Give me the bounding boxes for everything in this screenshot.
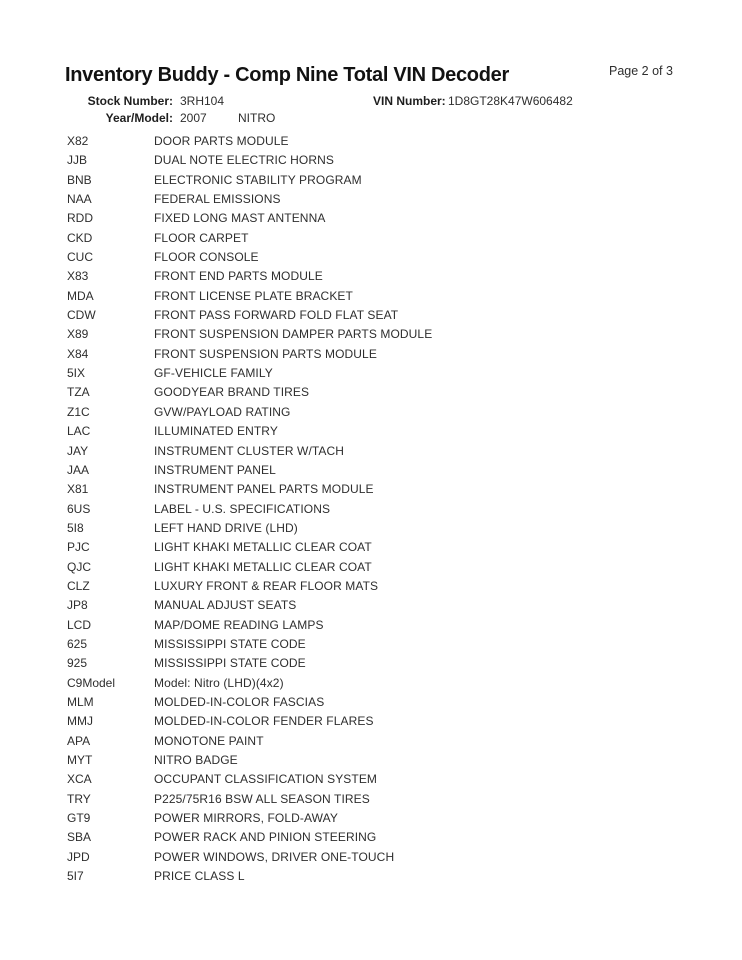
option-description: FLOOR CARPET — [154, 230, 249, 245]
page-number-indicator: Page 2 of 3 — [609, 64, 673, 78]
option-code: MLM — [67, 694, 94, 709]
option-row — [0, 461, 742, 480]
option-code: CUC — [67, 250, 93, 265]
option-code: 5I7 — [67, 869, 84, 884]
option-code: 925 — [67, 656, 88, 671]
option-description: LIGHT KHAKI METALLIC CLEAR COAT — [154, 559, 372, 574]
option-code: QJC — [67, 559, 91, 574]
option-code: JAA — [67, 462, 90, 477]
option-description: MAP/DOME READING LAMPS — [154, 617, 324, 632]
option-code: GT9 — [67, 811, 91, 826]
option-row — [0, 345, 742, 364]
option-row — [0, 867, 742, 886]
option-code: CLZ — [67, 578, 90, 593]
option-row — [0, 693, 742, 712]
option-code: JPD — [67, 849, 90, 864]
option-code: BNB — [67, 172, 92, 187]
option-row — [0, 190, 742, 209]
option-code: MDA — [67, 288, 94, 303]
option-description: MANUAL ADJUST SEATS — [154, 598, 297, 613]
option-description: GOODYEAR BRAND TIRES — [154, 385, 310, 400]
option-row — [0, 325, 742, 344]
option-description: Model: Nitro (LHD)(4x2) — [154, 675, 284, 690]
meta-row-year-model — [0, 111, 742, 127]
vin-number-label: VIN Number: — [373, 94, 446, 108]
option-row — [0, 616, 742, 635]
option-code: NAA — [67, 192, 92, 207]
option-row — [0, 674, 742, 693]
option-row — [0, 229, 742, 248]
option-description: FRONT LICENSE PLATE BRACKET — [154, 288, 353, 303]
option-code: MYT — [67, 753, 93, 767]
option-row — [0, 403, 742, 422]
option-row — [0, 267, 742, 286]
option-row — [0, 132, 742, 151]
option-row — [0, 558, 742, 577]
option-description: OCCUPANT CLASSIFICATION SYSTEM — [154, 772, 378, 787]
option-code: TRY — [67, 791, 91, 806]
option-description: INSTRUMENT CLUSTER W/TACH — [154, 443, 345, 458]
option-description: POWER RACK AND PINION STEERING — [154, 830, 377, 845]
option-code: C9Model — [67, 675, 116, 690]
option-description: LABEL - U.S. SPECIFICATIONS — [154, 501, 331, 516]
option-row — [0, 500, 742, 519]
model-value: NITRO — [238, 111, 276, 125]
option-code: X89 — [67, 327, 89, 342]
option-row — [0, 751, 742, 770]
option-code-list — [0, 132, 742, 886]
option-code: 5IX — [67, 366, 86, 381]
option-description: GF-VEHICLE FAMILY — [154, 366, 273, 381]
option-description: FEDERAL EMISSIONS — [154, 192, 281, 207]
option-description: ELECTRONIC STABILITY PROGRAM — [154, 172, 362, 187]
option-description: FIXED LONG MAST ANTENNA — [154, 211, 326, 226]
option-row — [0, 383, 742, 402]
option-code: CDW — [67, 308, 96, 323]
option-code: PJC — [67, 540, 90, 555]
option-code: JAY — [67, 443, 89, 458]
option-code: CKD — [67, 230, 93, 245]
option-description: NITRO BADGE — [154, 753, 238, 767]
option-description: DUAL NOTE ELECTRIC HORNS — [154, 153, 334, 168]
option-row — [0, 248, 742, 267]
option-row — [0, 828, 742, 847]
option-description: MISSISSIPPI STATE CODE — [154, 636, 306, 651]
option-row — [0, 442, 742, 461]
meta-row-stock-vin — [0, 94, 742, 110]
option-code: APA — [67, 733, 91, 748]
option-description: MOLDED-IN-COLOR FENDER FLARES — [154, 714, 374, 729]
option-code: 5I8 — [67, 520, 84, 535]
option-code: LAC — [67, 424, 91, 439]
year-model-label: Year/Model: — [105, 111, 173, 125]
option-row — [0, 151, 742, 170]
option-row — [0, 422, 742, 441]
option-description: DOOR PARTS MODULE — [154, 134, 289, 148]
option-code: MMJ — [67, 714, 93, 729]
option-row — [0, 577, 742, 596]
option-row — [0, 519, 742, 538]
option-row — [0, 732, 742, 751]
option-code: 625 — [67, 636, 88, 651]
option-code: X84 — [67, 346, 89, 361]
option-row — [0, 364, 742, 383]
option-row — [0, 635, 742, 654]
option-description: FRONT END PARTS MODULE — [154, 269, 323, 284]
option-description: MOLDED-IN-COLOR FASCIAS — [154, 694, 325, 709]
option-row — [0, 790, 742, 809]
option-description: POWER WINDOWS, DRIVER ONE-TOUCH — [154, 849, 395, 864]
option-code: JJB — [67, 153, 88, 168]
option-code: TZA — [67, 385, 90, 400]
year-value: 2007 — [180, 111, 207, 125]
option-row — [0, 287, 742, 306]
option-description: LUXURY FRONT & REAR FLOOR MATS — [154, 578, 379, 593]
option-description: FRONT SUSPENSION PARTS MODULE — [154, 346, 377, 361]
option-row — [0, 596, 742, 615]
option-description: INSTRUMENT PANEL — [154, 462, 276, 477]
option-code: 6US — [67, 501, 91, 516]
option-row — [0, 809, 742, 828]
option-row — [0, 654, 742, 673]
option-description: GVW/PAYLOAD RATING — [154, 404, 291, 419]
option-code: XCA — [67, 772, 92, 787]
option-description: LEFT HAND DRIVE (LHD) — [154, 520, 298, 535]
option-row — [0, 171, 742, 190]
page-title: Inventory Buddy - Comp Nine Total VIN Decoder — [65, 64, 509, 86]
option-description: ILLUMINATED ENTRY — [154, 424, 278, 439]
option-row — [0, 538, 742, 557]
option-row — [0, 306, 742, 325]
option-code: X81 — [67, 482, 89, 497]
option-description: FLOOR CONSOLE — [154, 250, 259, 265]
option-row — [0, 209, 742, 228]
option-row — [0, 480, 742, 499]
option-code: JP8 — [67, 598, 88, 613]
option-row — [0, 848, 742, 867]
option-description: MONOTONE PAINT — [154, 733, 264, 748]
option-code: Z1C — [67, 404, 90, 419]
stock-number-value: 3RH104 — [180, 94, 225, 108]
option-code: X82 — [67, 134, 89, 148]
vin-number-value: 1D8GT28K47W606482 — [448, 94, 573, 108]
option-row — [0, 770, 742, 789]
option-description: LIGHT KHAKI METALLIC CLEAR COAT — [154, 540, 372, 555]
option-description: INSTRUMENT PANEL PARTS MODULE — [154, 482, 374, 497]
option-description: POWER MIRRORS, FOLD-AWAY — [154, 811, 338, 826]
option-description: FRONT PASS FORWARD FOLD FLAT SEAT — [154, 308, 399, 323]
option-description: P225/75R16 BSW ALL SEASON TIRES — [154, 791, 370, 806]
stock-number-label: Stock Number: — [87, 94, 173, 108]
option-description: FRONT SUSPENSION DAMPER PARTS MODULE — [154, 327, 433, 342]
option-code: LCD — [67, 617, 92, 632]
option-code: X83 — [67, 269, 89, 284]
option-description: PRICE CLASS L — [154, 869, 245, 884]
option-code: RDD — [67, 211, 93, 226]
option-description: MISSISSIPPI STATE CODE — [154, 656, 306, 671]
option-code: SBA — [67, 830, 92, 845]
option-row — [0, 712, 742, 731]
